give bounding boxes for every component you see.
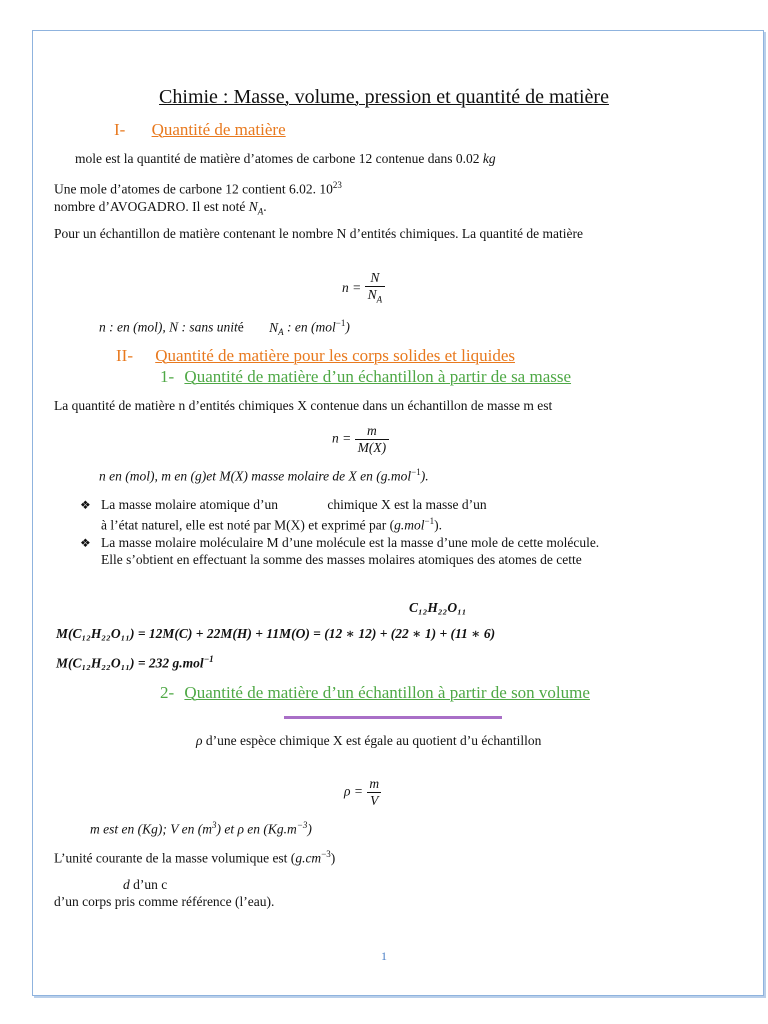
subsection-2-heading <box>160 683 590 703</box>
bullet-1-line-1 <box>101 497 487 513</box>
formula-n-over-na <box>342 270 385 308</box>
bullet-2-line-1: La masse molaire moléculaire M d’une molécule est la masse d’une mole de cette molécule. <box>101 535 600 550</box>
section-2-heading <box>116 346 515 366</box>
fraction2 <box>355 423 389 456</box>
subsection-1-number: 1- <box>160 367 175 386</box>
fraction <box>365 270 386 308</box>
avogadro-name-end: . <box>263 199 267 214</box>
usual-unit-end: ) <box>330 850 336 866</box>
units-n-end: é <box>237 319 244 335</box>
units-na-end: ) <box>345 319 350 335</box>
bullet-1-unit: g.mol <box>394 517 425 533</box>
section-2-number: II- <box>116 346 133 365</box>
usual-unit-exp: −3 <box>321 849 331 859</box>
document-title: Chimie : Masse, volume, pression et quantité de matière <box>159 86 609 108</box>
fraction3-numerator: m <box>369 776 380 791</box>
avogadro-symbol-sub: A <box>257 206 264 217</box>
den-sub: A <box>376 294 383 305</box>
fraction-numerator: N <box>370 270 380 285</box>
units-n: n : en (mol), N : sans unit <box>99 319 238 335</box>
avogadro-name <box>54 199 267 217</box>
units-na-exp: −1 <box>335 318 346 328</box>
molar-mass-result-text: M(C₁₂H₂₂O₁₁) = 232 g.mol <box>56 655 204 671</box>
units-na-sub: A <box>278 327 284 338</box>
page-number: 1 <box>381 949 387 963</box>
molar-mass-result <box>56 654 214 672</box>
density-definition <box>196 733 541 749</box>
rho-units-exp2: −3 <box>296 820 308 830</box>
fraction-denominator <box>365 286 386 308</box>
units-mass-end: ). <box>420 468 429 484</box>
bullet-1-text-b: chimique X est la masse d’un <box>327 497 487 512</box>
reference-body-text: d’un corps pris comme référence (l’eau). <box>54 894 275 909</box>
avogadro-symbol: N <box>248 199 258 214</box>
bullet-1-exp: −1 <box>424 516 435 526</box>
subsection-1-heading <box>160 367 571 387</box>
density-definition-text: d’une espèce chimique X est égale au quotient d’u échantillon <box>205 733 542 748</box>
usual-unit-text: L’unité courante de la masse volumique est ( <box>54 850 296 866</box>
section-2-title: Quantité de matière pour les corps solides et liquides <box>155 346 515 365</box>
avogadro-count <box>54 180 342 198</box>
rho-units-end: ) <box>307 821 312 837</box>
formula-rho-lhs: ρ = <box>344 783 363 799</box>
sample-entities-text: Pour un échantillon de matière contenant le nombre N d’entités chimiques. La quantité de matière <box>54 226 583 241</box>
mole-definition <box>75 151 496 167</box>
subsection-2-title: Quantité de matière d’un échantillon à partir de son volume <box>184 683 590 702</box>
molar-mass-calculation: M(C₁₂H₂₂O₁₁) = 12M(C) + 22M(H) + 11M(O) = (12 ∗ 12) + (22 ∗ 1) + (11 ∗ 6) <box>56 626 496 641</box>
density-text: d’un c <box>133 877 168 892</box>
units-mass-exp: −1 <box>411 467 421 477</box>
section-1-heading <box>114 120 286 140</box>
avogadro-count-text: Une mole d’atomes de carbone 12 contient 6.02. 10 <box>54 181 333 197</box>
fraction2-numerator: m <box>366 423 377 438</box>
rho-units-a: m est en (Kg); V en (m <box>90 821 212 837</box>
usual-unit-line <box>54 849 335 867</box>
molar-mass-result-exp: −1 <box>203 654 214 664</box>
formula2-lhs: n = <box>332 430 352 446</box>
units-na-rest: : en (mol <box>283 319 336 335</box>
bullet-1-text-a: La masse molaire atomique d’un <box>101 497 278 512</box>
density-symbol: d <box>123 877 130 892</box>
mole-definition-unit: kg <box>482 151 496 166</box>
rho-units-exp1: 3 <box>211 820 217 830</box>
units-line-1 <box>99 318 350 337</box>
diamond-bullet-icon: ❖ <box>80 536 91 550</box>
bullet-1-end: ). <box>434 517 442 533</box>
subsection-1-title: Quantité de matière d’un échantillon à partir de sa masse <box>184 367 572 386</box>
units-na-symbol: N <box>269 319 279 335</box>
formula-rho <box>344 776 382 809</box>
section-1-number: I- <box>114 120 126 139</box>
rho-units-b: ) et ρ en (Kg.m <box>216 821 297 837</box>
density-line <box>123 877 167 893</box>
avogadro-name-text: nombre d’AVOGADRO. Il est noté <box>54 199 249 214</box>
avogadro-exponent: 23 <box>332 180 342 190</box>
molecule-formula: C₁₂H₂₂O₁₁ <box>409 600 467 615</box>
usual-unit-value: g.cm <box>295 850 322 866</box>
den-symbol: N <box>367 287 377 302</box>
bullet-2-line-2: Elle s’obtient en effectuant la somme des masses molaires atomiques des atomes de cette <box>101 552 582 567</box>
divider-bar <box>284 716 502 719</box>
mass-definition-text: La quantité de matière n d’entités chimiques X contenue dans un échantillon de masse m est <box>54 398 553 413</box>
units-line-2 <box>99 467 429 485</box>
bullet-1-line-2 <box>101 516 442 534</box>
formula-m-over-mx <box>332 423 389 456</box>
mole-definition-text: mole est la quantité de matière d’atomes de carbone 12 contenue dans 0.02 <box>75 151 483 166</box>
bullet-1-line-2-text: à l’état naturel, elle est noté par M(X) et exprimé par ( <box>101 517 395 533</box>
section-1-title: Quantité de matière <box>151 120 286 139</box>
fraction3 <box>366 776 382 809</box>
diamond-bullet-icon: ❖ <box>80 498 91 512</box>
units-mass-text: n en (mol), m en (g)et M(X) masse molaire de X en (g.mol <box>99 468 412 484</box>
fraction2-denominator: M(X) <box>355 439 389 456</box>
rho-symbol: ρ <box>196 733 203 748</box>
units-line-rho <box>90 820 312 838</box>
fraction3-denominator: V <box>367 792 381 809</box>
subsection-2-number: 2- <box>160 683 175 702</box>
formula-lhs: n = <box>342 279 362 295</box>
